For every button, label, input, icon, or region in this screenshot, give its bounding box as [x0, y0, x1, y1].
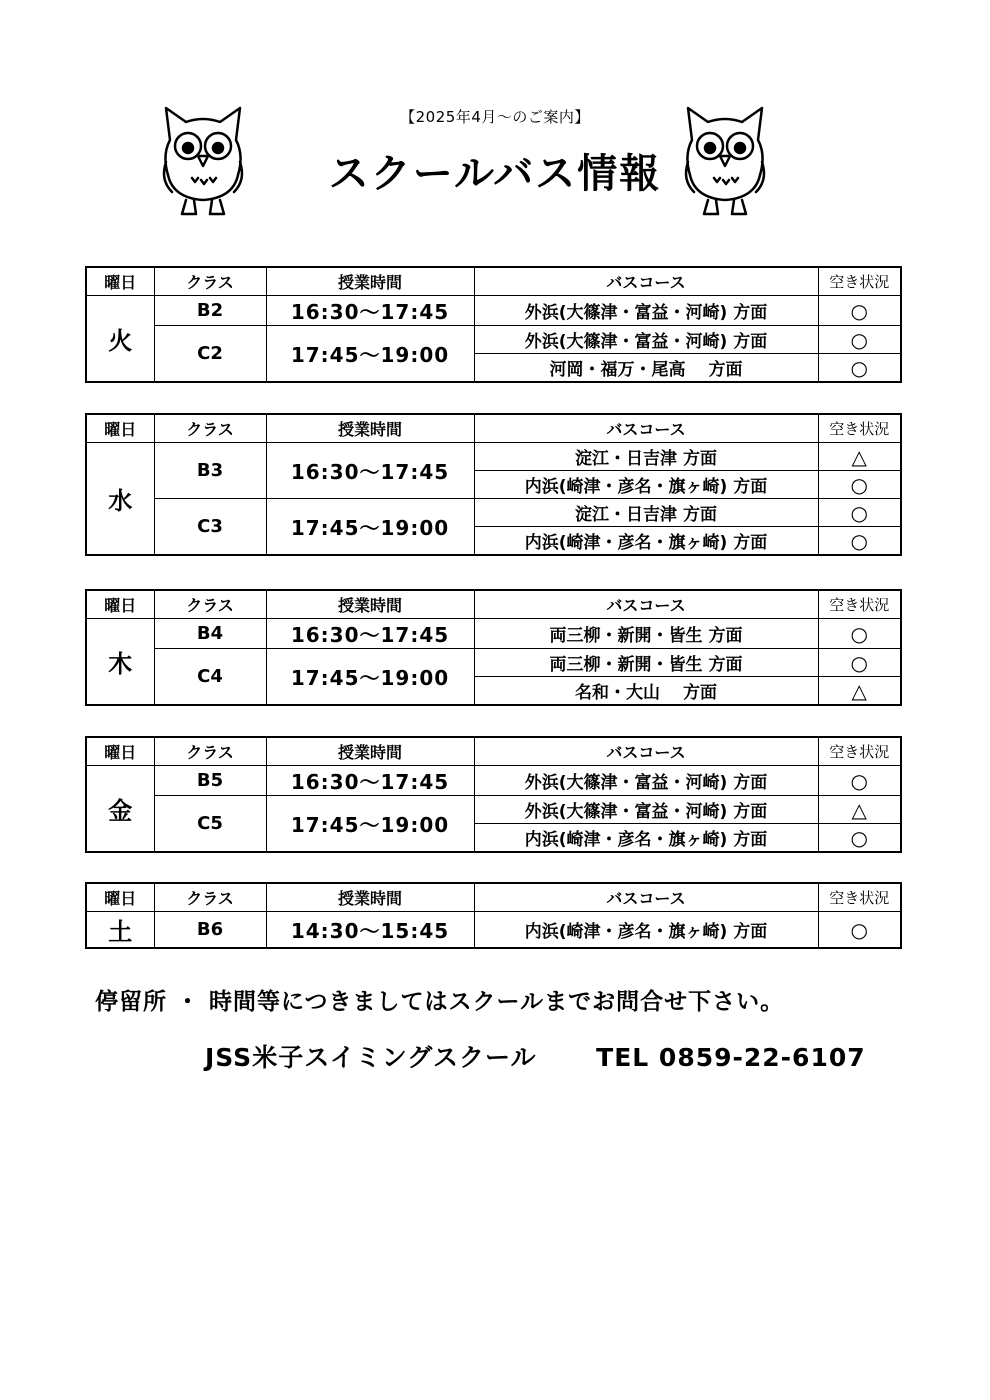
header-availability: 空き状況	[818, 737, 901, 766]
header-class: クラス	[154, 883, 266, 912]
table-row	[86, 499, 901, 527]
course-cell: 両三柳・新開・皆生 方面	[474, 619, 818, 649]
availability-cell: ○	[818, 912, 901, 949]
time-cell: 17:45～19:00	[266, 796, 474, 853]
header-course: バスコース	[474, 883, 818, 912]
time-cell: 16:30～17:45	[266, 296, 474, 326]
table-header-row	[86, 414, 901, 443]
time-cell: 17:45～19:00	[266, 499, 474, 556]
day-cell: 木	[86, 619, 154, 706]
table-row	[86, 619, 901, 649]
header-day: 曜日	[86, 414, 154, 443]
header-time: 授業時間	[266, 590, 474, 619]
contact-line	[205, 1038, 866, 1074]
course-cell: 両三柳・新開・皆生 方面	[474, 649, 818, 677]
availability-cell: ○	[818, 471, 901, 499]
time-cell: 16:30～17:45	[266, 766, 474, 796]
course-cell: 内浜(崎津・彦名・旗ヶ崎) 方面	[474, 471, 818, 499]
availability-cell: ○	[818, 326, 901, 354]
phone-number: TEL 0859-22-6107	[596, 1043, 866, 1072]
table-row	[86, 766, 901, 796]
header-day: 曜日	[86, 590, 154, 619]
header-course: バスコース	[474, 590, 818, 619]
header-class: クラス	[154, 414, 266, 443]
time-cell: 16:30～17:45	[266, 619, 474, 649]
course-cell: 外浜(大篠津・富益・河崎) 方面	[474, 766, 818, 796]
time-cell: 16:30～17:45	[266, 443, 474, 499]
header-availability: 空き状況	[818, 590, 901, 619]
class-cell: B6	[154, 912, 266, 949]
availability-cell: ○	[818, 499, 901, 527]
header-availability: 空き状況	[818, 883, 901, 912]
header-time: 授業時間	[266, 883, 474, 912]
class-cell: B2	[154, 296, 266, 326]
course-cell: 内浜(崎津・彦名・旗ヶ崎) 方面	[474, 912, 818, 949]
course-cell: 内浜(崎津・彦名・旗ヶ崎) 方面	[474, 527, 818, 556]
header-day: 曜日	[86, 267, 154, 296]
course-cell: 名和・大山 方面	[474, 677, 818, 706]
page-title: スクールバス情報	[328, 151, 662, 197]
availability-cell: ○	[818, 824, 901, 853]
header-course: バスコース	[474, 414, 818, 443]
availability-cell: △	[818, 677, 901, 706]
table-row	[86, 326, 901, 354]
course-cell: 淀江・日吉津 方面	[474, 443, 818, 471]
header-class: クラス	[154, 737, 266, 766]
availability-cell: △	[818, 443, 901, 471]
course-cell: 内浜(崎津・彦名・旗ヶ崎) 方面	[474, 824, 818, 853]
availability-cell: ○	[818, 766, 901, 796]
header-availability: 空き状況	[818, 267, 901, 296]
owl-mascot-icon	[680, 100, 770, 218]
header-course: バスコース	[474, 267, 818, 296]
availability-cell: ○	[818, 296, 901, 326]
course-cell: 外浜(大篠津・富益・河崎) 方面	[474, 796, 818, 824]
schedule-table	[85, 882, 902, 949]
class-cell: C2	[154, 326, 266, 383]
course-cell: 淀江・日吉津 方面	[474, 499, 818, 527]
availability-cell: ○	[818, 527, 901, 556]
header-course: バスコース	[474, 737, 818, 766]
class-cell: B3	[154, 443, 266, 499]
time-cell: 14:30～15:45	[266, 912, 474, 949]
class-cell: B5	[154, 766, 266, 796]
table-header-row	[86, 737, 901, 766]
table-row	[86, 296, 901, 326]
header-day: 曜日	[86, 883, 154, 912]
page-subtitle: 【2025年4月～のご案内】	[400, 108, 590, 126]
course-cell: 外浜(大篠津・富益・河崎) 方面	[474, 296, 818, 326]
class-cell: B4	[154, 619, 266, 649]
schedule-table	[85, 413, 902, 556]
school-name: JSS米子スイミングスクール	[205, 1043, 537, 1072]
class-cell: C3	[154, 499, 266, 556]
day-cell: 土	[86, 912, 154, 949]
schedule-table	[85, 589, 902, 706]
table-header-row	[86, 883, 901, 912]
table-row	[86, 796, 901, 824]
time-cell: 17:45～19:00	[266, 649, 474, 706]
header-time: 授業時間	[266, 414, 474, 443]
day-cell: 金	[86, 766, 154, 853]
table-header-row	[86, 267, 901, 296]
header-day: 曜日	[86, 737, 154, 766]
schedule-table	[85, 736, 902, 853]
availability-cell: ○	[818, 619, 901, 649]
day-cell: 水	[86, 443, 154, 556]
class-cell: C5	[154, 796, 266, 853]
class-cell: C4	[154, 649, 266, 706]
page-header	[0, 100, 990, 230]
header-time: 授業時間	[266, 737, 474, 766]
header-time: 授業時間	[266, 267, 474, 296]
table-row	[86, 649, 901, 677]
day-cell: 火	[86, 296, 154, 383]
time-cell: 17:45～19:00	[266, 326, 474, 383]
course-cell: 外浜(大篠津・富益・河崎) 方面	[474, 326, 818, 354]
table-row	[86, 912, 901, 949]
availability-cell: △	[818, 796, 901, 824]
table-header-row	[86, 590, 901, 619]
availability-cell: ○	[818, 354, 901, 383]
notice-text: 停留所 ・ 時間等につきましてはスクールまでお問合せ下さい。	[95, 989, 785, 1015]
header-class: クラス	[154, 267, 266, 296]
schedule-table	[85, 266, 902, 383]
header-availability: 空き状況	[818, 414, 901, 443]
header-class: クラス	[154, 590, 266, 619]
course-cell: 河岡・福万・尾高 方面	[474, 354, 818, 383]
availability-cell: ○	[818, 649, 901, 677]
table-row	[86, 443, 901, 471]
